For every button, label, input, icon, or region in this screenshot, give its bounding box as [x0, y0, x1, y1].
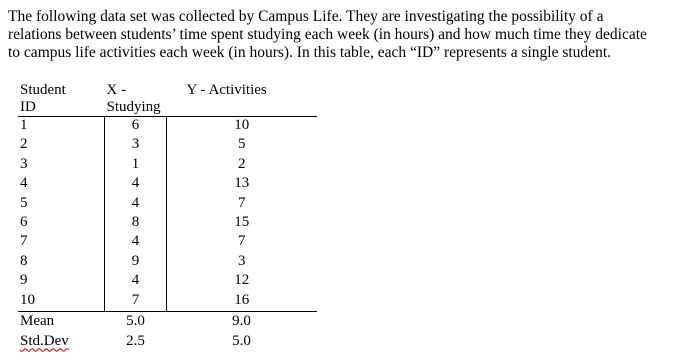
cell-student-id: 4 — [18, 175, 105, 194]
table-summary — [18, 311, 317, 352]
cell-student-id: 2 — [18, 136, 105, 155]
cell-studying: 4 — [105, 175, 167, 194]
cell-activities: 3 — [238, 252, 246, 269]
table-header — [18, 82, 317, 117]
summary-activities: 5.0 — [232, 333, 251, 350]
cell-activities: 10 — [167, 117, 317, 137]
cell-activities: 15 — [234, 213, 250, 230]
cell-student-id: 7 — [18, 233, 105, 252]
header-y-activities — [167, 82, 317, 99]
cell-activities: 7 — [238, 194, 246, 211]
header-id-label: ID — [20, 99, 36, 115]
data-table — [18, 82, 317, 353]
cell-student-id: 6 — [18, 214, 105, 233]
table-row — [18, 195, 317, 214]
cell-studying: 4 — [105, 233, 167, 252]
summary-label: Mean — [20, 312, 55, 329]
cell-activities: 12 — [234, 272, 250, 289]
header-x-label: X - — [106, 82, 127, 98]
header-student-label: Student — [20, 82, 66, 98]
table-row — [18, 117, 317, 137]
table-row — [18, 292, 317, 312]
summary-row — [18, 332, 317, 352]
table-row — [18, 253, 317, 272]
intro-line-2: relations between students’ time spent studying each week (in hours) and how much time they dedicate — [8, 26, 647, 43]
cell-studying: 1 — [105, 156, 167, 175]
cell-student-id: 1 — [18, 117, 105, 137]
cell-activities: 16 — [167, 292, 317, 312]
cell-studying: 7 — [105, 292, 167, 312]
summary-label — [18, 332, 105, 352]
table-row — [18, 156, 317, 175]
cell-studying: 3 — [105, 136, 167, 155]
cell-activities: 5 — [238, 136, 246, 153]
cell-activities: 13 — [234, 175, 250, 192]
summary-activities: 9.0 — [232, 312, 251, 329]
summary-studying: 2.5 — [126, 333, 145, 350]
header-empty-cell — [167, 99, 317, 117]
cell-student-id: 8 — [18, 253, 105, 272]
intro-line-3: to campus life activities each week (in hours). In this table, each “ID” represents a single student. — [8, 44, 611, 61]
summary-row — [18, 311, 317, 332]
summary-studying: 5.0 — [126, 312, 145, 329]
table-row — [18, 272, 317, 291]
cell-student-id: 5 — [18, 195, 105, 214]
cell-activities: 7 — [238, 233, 246, 250]
cell-student-id: 9 — [18, 272, 105, 291]
table-row — [18, 136, 317, 155]
intro-line-1: The following data set was collected by Campus Life. They are investigating the possibility of a — [8, 8, 604, 25]
table-row — [18, 175, 317, 194]
table-row — [18, 214, 317, 233]
table-row — [18, 233, 317, 252]
table-body — [18, 117, 317, 312]
cell-studying: 8 — [105, 214, 167, 233]
cell-studying: 9 — [105, 253, 167, 272]
cell-student-id: 3 — [18, 156, 105, 175]
cell-studying: 4 — [105, 195, 167, 214]
cell-activities: 2 — [238, 155, 246, 172]
header-id-cell — [18, 99, 105, 117]
cell-student-id: 10 — [18, 292, 105, 312]
header-x-studying — [105, 82, 167, 99]
header-y-label: Y - Activities — [186, 82, 267, 98]
cell-studying: 6 — [105, 117, 167, 137]
header-studying-label: Studying — [106, 99, 161, 115]
header-studying-cell — [105, 99, 167, 117]
cell-studying: 4 — [105, 272, 167, 291]
header-student-id — [18, 82, 105, 99]
intro-paragraph — [8, 8, 670, 62]
summary-label-text: Std.Dev — [20, 333, 69, 350]
